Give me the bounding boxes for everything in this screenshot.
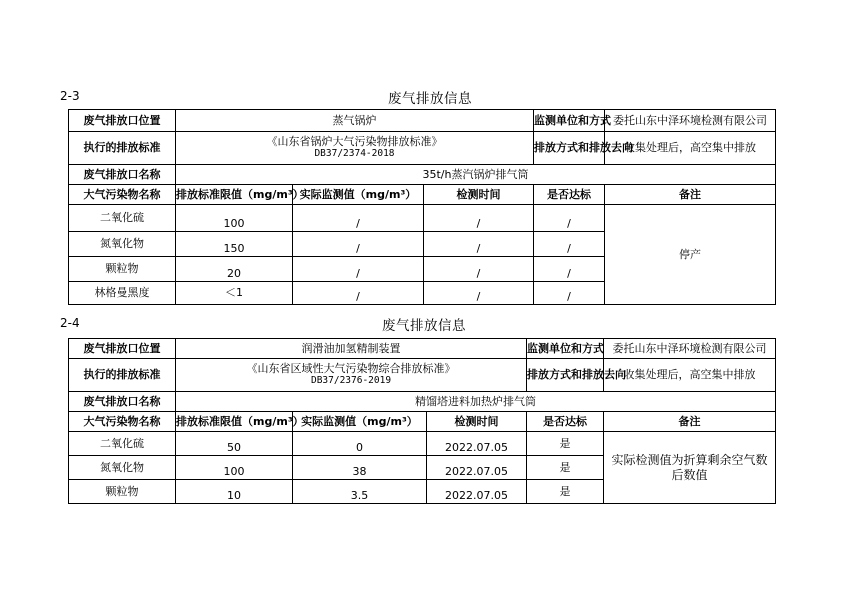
outlet-name-value: 35t/h蒸汽锅炉排气筒	[176, 165, 776, 185]
pollutant-name: 颗粒物	[69, 257, 176, 282]
compliant-value: /	[534, 257, 605, 282]
measured-value: 0	[293, 432, 427, 456]
discharge-method-value: 收集处理后，高空集中排放	[605, 132, 776, 165]
remark-value: 实际检测值为折算剩余空气数后数值	[604, 432, 776, 504]
header-time: 检测时间	[427, 412, 527, 432]
compliant-value: 是	[527, 480, 604, 504]
pollutant-name: 林格曼黑度	[69, 282, 176, 305]
measured-value: 38	[293, 456, 427, 480]
test-time: 2022.07.05	[427, 456, 527, 480]
header-remark: 备注	[605, 185, 776, 205]
measured-value: /	[293, 257, 424, 282]
test-time: 2022.07.05	[427, 432, 527, 456]
exec-standard-label: 执行的排放标准	[69, 132, 176, 165]
outlet-position-value: 润滑油加氢精制装置	[176, 339, 527, 359]
compliant-value: /	[534, 205, 605, 232]
discharge-method-value: 收集处理后，高空集中排放	[604, 359, 776, 392]
standard-code: DB37/2376-2019	[310, 375, 392, 386]
pollutant-name: 氮氧化物	[69, 456, 176, 480]
limit-value: 100	[176, 456, 293, 480]
header-limit: 排放标准限值（mg/m³）	[176, 185, 293, 205]
outlet-position-label: 废气排放口位置	[69, 110, 176, 132]
test-time: 2022.07.05	[427, 480, 527, 504]
compliant-value: 是	[527, 456, 604, 480]
discharge-method-label: 排放方式和排放去向	[534, 132, 605, 165]
test-time: /	[424, 232, 534, 257]
limit-value: ＜1	[176, 282, 293, 305]
measured-value: 3.5	[293, 480, 427, 504]
outlet-name-label: 废气排放口名称	[69, 165, 176, 185]
table-row	[69, 432, 776, 456]
pollutant-name: 氮氧化物	[69, 232, 176, 257]
standard-name: 《山东省区域性大气污染物综合排放标准》	[246, 362, 456, 375]
test-time: /	[424, 205, 534, 232]
section-title: 废气排放信息	[382, 318, 466, 334]
header-time: 检测时间	[424, 185, 534, 205]
monitoring-unit-value: 委托山东中泽环境检测有限公司	[605, 110, 776, 132]
outlet-position-value: 蒸气锅炉	[176, 110, 534, 132]
pollutant-name: 颗粒物	[69, 480, 176, 504]
header-remark: 备注	[604, 412, 776, 432]
outlet-name-value: 精馏塔进料加热炉排气筒	[176, 392, 776, 412]
pollutant-name: 二氧化硫	[69, 432, 176, 456]
header-pollutant: 大气污染物名称	[69, 185, 176, 205]
monitoring-unit-label: 监测单位和方式	[527, 339, 604, 359]
section-number: 2-4	[60, 316, 80, 330]
exec-standard-value	[176, 359, 527, 392]
measured-value: /	[293, 282, 424, 305]
limit-value: 50	[176, 432, 293, 456]
header-compliant: 是否达标	[527, 412, 604, 432]
compliant-value: /	[534, 282, 605, 305]
limit-value: 10	[176, 480, 293, 504]
discharge-method-label: 排放方式和排放去向	[527, 359, 604, 392]
limit-value: 150	[176, 232, 293, 257]
test-time: /	[424, 257, 534, 282]
exec-standard-label: 执行的排放标准	[69, 359, 176, 392]
standard-name: 《山东省锅炉大气污染物排放标准》	[266, 135, 443, 148]
outlet-name-label: 废气排放口名称	[69, 392, 176, 412]
header-measured: 实际监测值（mg/m³）	[293, 185, 424, 205]
section-number: 2-3	[60, 89, 80, 103]
compliant-value: /	[534, 232, 605, 257]
outlet-position-label: 废气排放口位置	[69, 339, 176, 359]
measured-value: /	[293, 232, 424, 257]
measured-value: /	[293, 205, 424, 232]
standard-code: DB37/2374-2018	[314, 148, 395, 159]
limit-value: 20	[176, 257, 293, 282]
table-row	[69, 205, 776, 232]
exhaust-table-2-4	[68, 338, 776, 504]
test-time: /	[424, 282, 534, 305]
pollutant-name: 二氧化硫	[69, 205, 176, 232]
monitoring-unit-value: 委托山东中泽环境检测有限公司	[604, 339, 776, 359]
exhaust-table-2-3	[68, 109, 776, 305]
header-limit: 排放标准限值（mg/m³）	[176, 412, 293, 432]
header-pollutant: 大气污染物名称	[69, 412, 176, 432]
remark-value: 停产	[605, 205, 776, 305]
section-title: 废气排放信息	[388, 91, 472, 107]
header-compliant: 是否达标	[534, 185, 605, 205]
compliant-value: 是	[527, 432, 604, 456]
header-measured: 实际监测值（mg/m³）	[293, 412, 427, 432]
limit-value: 100	[176, 205, 293, 232]
exec-standard-value	[176, 132, 534, 165]
monitoring-unit-label: 监测单位和方式	[534, 110, 605, 132]
